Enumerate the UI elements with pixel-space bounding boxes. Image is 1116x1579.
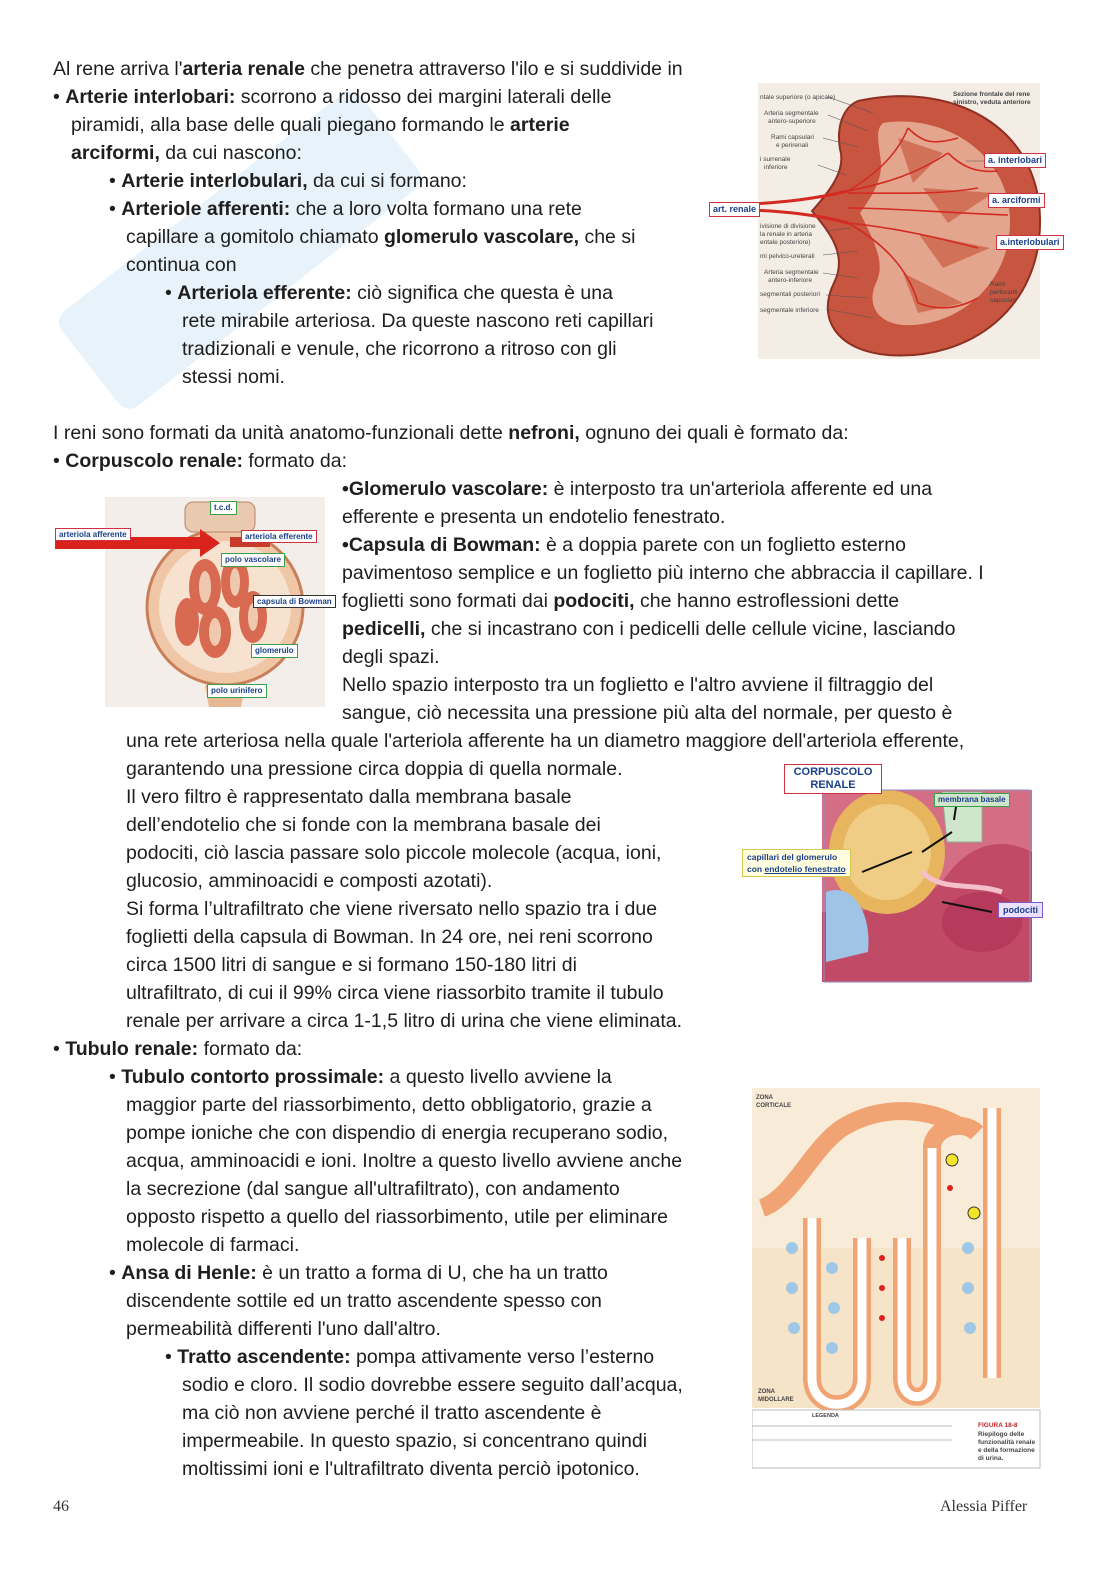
text-line: circa 1500 litri di sangue e si formano 150-180 litri di	[126, 954, 577, 976]
text-line: stessi nomi.	[182, 366, 285, 388]
glomerulo-item: •Glomerulo vascolare: è interposto tra un'arteriola afferente ed una	[342, 478, 933, 500]
text-line: garantendo una pressione circa doppia di quella normale.	[126, 758, 623, 780]
kidney-section-figure	[708, 83, 1074, 359]
bullet-tubulo-renale: • Tubulo renale: formato da:	[53, 1038, 303, 1060]
text-line: molecole di farmaci.	[126, 1234, 300, 1256]
text-line: pavimentoso semplice e un foglietto più interno che abbraccia il capillare. I	[342, 562, 984, 584]
text-line: continua con	[126, 254, 237, 276]
text-line: impermeabile. In questo spazio, si concentrano quindi	[182, 1430, 648, 1452]
label-zona-corticale: ZONA CORTICALE	[756, 1095, 791, 1109]
text-line: foglietti sono formati dai podociti, che hanno estroflessioni dette	[342, 590, 900, 612]
text-line: renale per arrivare a circa 1-1,5 litro di urina che viene eliminata.	[126, 1010, 683, 1032]
label-line: capillari del glomerulo	[747, 852, 838, 862]
text-line: piramidi, alla base delle quali piegano formando le arterie	[71, 114, 570, 136]
text-line: opposto rispetto a quello del riassorbimento, utile per eliminare	[126, 1206, 668, 1228]
figure-label: segmentali posteriori	[760, 291, 820, 298]
nephron-function-figure	[752, 1088, 1048, 1470]
label-glomerulo: glomerulo	[251, 644, 298, 658]
figure-label: Rami	[990, 281, 1006, 288]
figure-label: i surrenale	[760, 156, 791, 163]
page-number: 46	[53, 1498, 69, 1515]
text-line: moltissimi ioni e l'ultrafiltrato diventa perciò ipotonico.	[182, 1458, 640, 1480]
figure-title: Sezione frontale del rene sinistro, veduta anteriore	[953, 91, 1031, 106]
figure-title-line: RENALE	[810, 779, 856, 791]
text-line: la secrezione (dal sangue all'ultrafiltrato), con andamento	[126, 1178, 620, 1200]
figure-label: antero-superiore	[768, 118, 816, 125]
figure-label: ivisione di divisione	[760, 223, 816, 230]
label-membrana-basale: membrana basale	[934, 793, 1010, 807]
text-line: Nello spazio interposto tra un foglietto e l'altro avviene il filtraggio del	[342, 674, 934, 696]
text-line: sodio e cloro. Il sodio dovrebbe essere seguito dall’acqua,	[182, 1374, 683, 1396]
label-capillari-glomerulo	[742, 849, 851, 877]
label-polo-vascolare: polo vascolare	[221, 553, 285, 567]
text-line: capillare a gomitolo chiamato glomerulo vascolare, che si	[126, 226, 636, 248]
text-line: pedicelli, che si incastrano con i pedicelli delle cellule vicine, lasciando	[342, 618, 956, 640]
text-line: rete mirabile arteriosa. Da queste nascono reti capillari	[182, 310, 654, 332]
label-legenda: LEGENDA	[812, 1413, 839, 1419]
text-line: Il vero filtro è rappresentato dalla membrana basale	[126, 786, 572, 808]
label-interlobari: a. interlobari	[984, 153, 1046, 168]
bullet-arterie-interlobari: • Arterie interlobari: scorrono a ridosso dei margini laterali delle	[53, 86, 612, 108]
text-line: una rete arteriosa nella quale l'arteriola afferente ha un diametro maggiore dell'arteriola efferente,	[126, 730, 965, 752]
bullet-arteriole-afferenti: • Arteriole afferenti: che a loro volta formano una rete	[109, 198, 582, 220]
bullet-tubulo-contorto-prossimale: • Tubulo contorto prossimale: a questo livello avviene la	[109, 1066, 612, 1088]
text-line: discendente sottile ed un tratto ascendente spesso con	[126, 1290, 602, 1312]
figure-label: antero-inferiore	[768, 277, 813, 284]
figure-number: FIGURA 18-8	[978, 1422, 1018, 1429]
text-line: tradizionali e venule, che ricorrono a ritroso con gli	[182, 338, 617, 360]
text-line: pompe ioniche che con dispendio di energia recuperano sodio,	[126, 1122, 669, 1144]
bullet-arterie-interlobulari: • Arterie interlobulari, da cui si formano:	[109, 170, 467, 192]
text-line: arciformi, da cui nascono:	[71, 142, 302, 164]
figure-caption: Riepilogo delle	[978, 1431, 1025, 1438]
figure-label: entale posteriore)	[760, 239, 811, 246]
label-line: con endotelio fenestrato	[747, 864, 846, 874]
figure-title-line: CORPUSCOLO	[793, 766, 873, 778]
text-line: efferente e presenta un endotelio fenestrato.	[342, 506, 726, 528]
label-tcd: t.c.d.	[210, 501, 237, 515]
text-line: ma ciò non avviene perché il tratto ascendente è	[182, 1402, 602, 1424]
figure-caption: e della formazione	[978, 1447, 1035, 1454]
label-zona-midollare: ZONA MIDOLLARE	[758, 1389, 794, 1403]
figure-label: Arteria segmentale	[764, 269, 819, 276]
figure-label: mi pelvico-ureterali	[760, 253, 815, 260]
text-line: Si forma l’ultrafiltrato che viene riversato nello spazio tra i due	[126, 898, 658, 920]
text-line: sangue, ciò necessita una pressione più alta del normale, per questo è	[342, 702, 953, 724]
bullet-ansa-henle: • Ansa di Henle: è un tratto a forma di U, che ha un tratto	[109, 1262, 608, 1284]
text-line: podociti, ciò lascia passare solo piccole molecole (acqua, ioni,	[126, 842, 662, 864]
intro-line: Al rene arriva l'arteria renale che penetra attraverso l'ilo e si suddivide in	[53, 58, 683, 80]
text-line: degli spazi.	[342, 646, 440, 668]
bullet-arteriola-efferente: • Arteriola efferente: ciò significa che questa è una	[165, 282, 613, 304]
nefroni-line: I reni sono formati da unità anatomo-funzionali dette nefroni, ognuno dei quali è formato da:	[53, 422, 849, 444]
label-arteriola-afferente: arteriola afferente	[55, 528, 131, 541]
label-arteriola-efferente: arteriola efferente	[241, 530, 317, 543]
figure-label: perforanti	[990, 289, 1018, 296]
author-name: Alessia Piffer	[940, 1498, 1028, 1515]
corpuscle-diagram-figure	[55, 497, 341, 707]
text-line: acqua, amminoacidi e ioni. Inoltre a questo livello avviene anche	[126, 1150, 683, 1172]
text-line: ultrafiltrato, di cui il 99% circa viene riassorbito tramite il tubulo	[126, 982, 664, 1004]
figure-label: la renale in arteria	[760, 231, 813, 238]
renal-corpuscle-detail-figure	[742, 762, 1048, 984]
figure-label: inferiore	[764, 164, 788, 171]
figure-label: Arteria segmentale	[764, 110, 819, 117]
figure-caption: funzionalità renale	[978, 1439, 1036, 1446]
bullet-tratto-ascendente: • Tratto ascendente: pompa attivamente verso l’esterno	[165, 1346, 655, 1368]
text-line: maggior parte del riassorbimento, detto obbligatorio, grazie a	[126, 1094, 652, 1116]
label-polo-urinifero: polo urinifero	[207, 684, 267, 698]
figure-label: segmentale inferiore	[760, 307, 819, 314]
label-capsula-bowman: capsula di Bowman	[253, 595, 336, 608]
label-arteria-renale: art. renale	[709, 202, 760, 217]
label-arciformi: a. arciformi	[988, 193, 1045, 208]
figure-title-box	[784, 764, 882, 794]
bullet-corpuscolo-renale: • Corpuscolo renale: formato da:	[53, 450, 348, 472]
figure-label: e perirenali	[776, 142, 809, 149]
text-line: glucosio, amminoacidi e composti azotati).	[126, 870, 493, 892]
text-line: dell’endotelio che si fonde con la membrana basale dei	[126, 814, 601, 836]
text-line: permeabilità differenti l'uno dall'altro.	[126, 1318, 441, 1340]
figure-label: Rami capsulari	[771, 134, 814, 141]
label-interlobulari: a.interlobulari	[996, 235, 1064, 250]
figure-label: capsulari	[990, 297, 1017, 304]
figure-caption: di urina.	[978, 1455, 1004, 1462]
text-line: foglietti della capsula di Bowman. In 24 ore, nei reni scorrono	[126, 926, 653, 948]
capsula-bowman-item: •Capsula di Bowman: è a doppia parete con un foglietto esterno	[342, 534, 906, 556]
label-podociti: podociti	[998, 902, 1043, 918]
figure-label: ntale superiore (o apicale)	[760, 94, 836, 101]
